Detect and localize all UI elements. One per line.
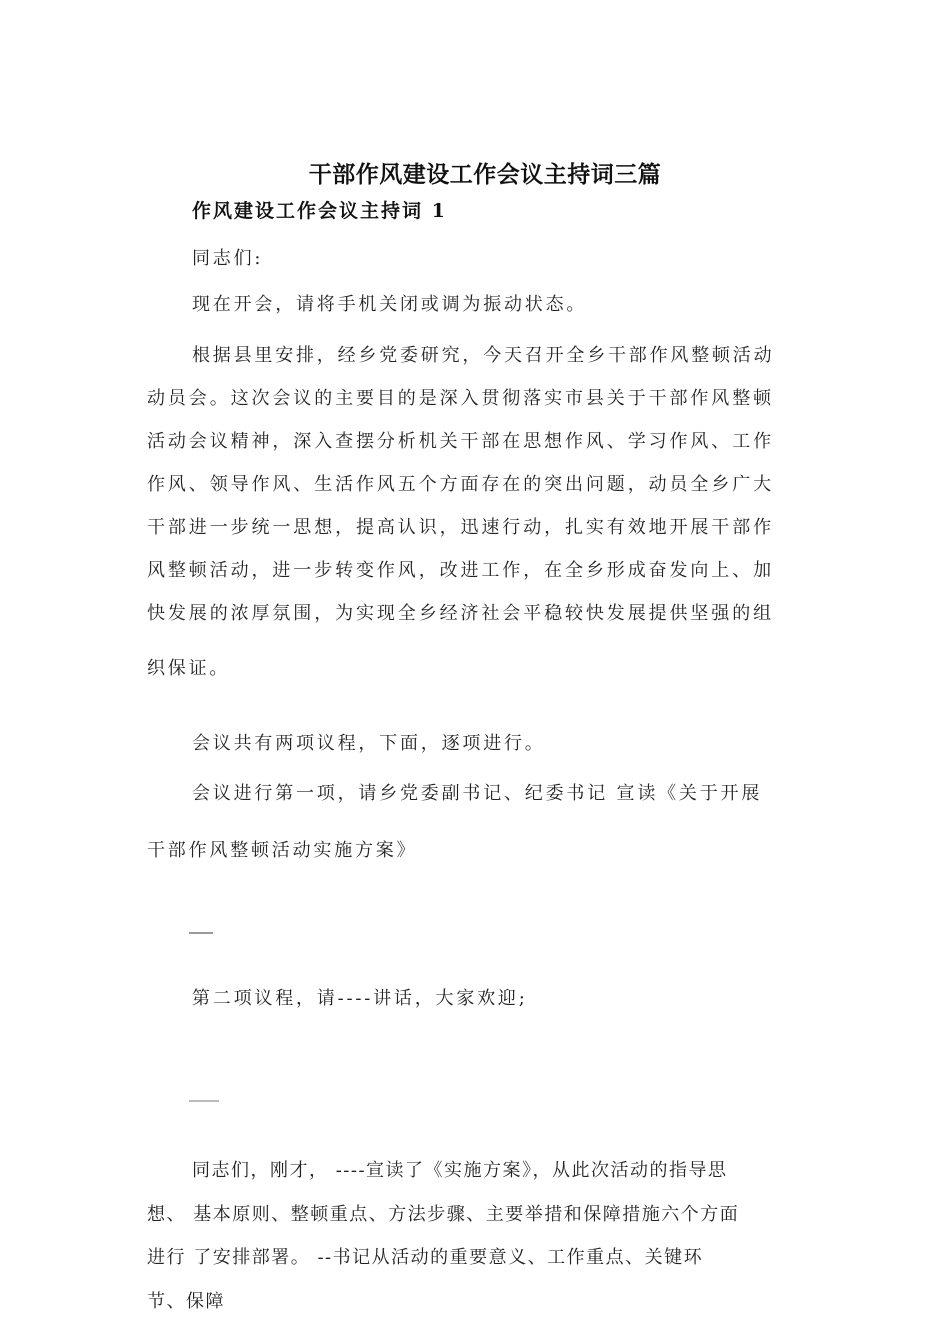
paragraph-line: 干部进一步统一思想，提高认识，迅速行动，扎实有效地开展干部作 xyxy=(147,517,774,538)
agenda-intro: 会议共有两项议程，下面，逐项进行。 xyxy=(192,733,546,754)
paragraph-line: 作风、领导作风、生活作风五个方面存在的突出问题，动员全乡广大 xyxy=(147,474,774,495)
agenda-item-2: 第二项议程，请----讲话，大家欢迎; xyxy=(192,988,528,1009)
closing-line: 进行 了安排部署。 --书记从活动的重要意义、工作重点、关键环 xyxy=(147,1247,704,1268)
paragraph-line: 织保证。 xyxy=(147,658,231,679)
paragraph-line: 风整顿活动，进一步转变作风，改进工作，在全乡形成奋发向上、加 xyxy=(147,560,774,581)
paragraph-line: 根据县里安排，经乡党委研究，今天召开全乡干部作风整顿活动 xyxy=(192,345,775,366)
paragraph-line: 快发展的浓厚氛围，为实现全乡经济社会平稳较快发展提供坚强的组 xyxy=(147,603,774,624)
document-title: 干部作风建设工作会议主持词三篇 xyxy=(308,162,662,188)
scan-artifact xyxy=(189,932,213,934)
section-subtitle: 作风建设工作会议主持词 1 xyxy=(192,200,447,222)
closing-line: 同志们，刚才， ----宣读了《实施方案》，从此次活动的指导思 xyxy=(192,1160,728,1181)
paragraph-line: 活动会议精神，深入查摆分析机关干部在思想作风、学习作风、工作 xyxy=(147,431,774,452)
closing-line: 想、 基本原则、整顿重点、方法步骤、主要举措和保障措施六个方面 xyxy=(147,1204,740,1225)
scan-artifact xyxy=(189,1100,219,1102)
opening-line: 现在开会，请将手机关闭或调为振动状态。 xyxy=(192,294,588,315)
closing-line: 节、保障 xyxy=(147,1291,225,1312)
agenda-item-1-line: 干部作风整顿活动实施方案》 xyxy=(147,840,418,861)
salutation: 同志们: xyxy=(192,248,264,269)
agenda-item-1-line: 会议进行第一项，请乡党委副书记、纪委书记 宣读《关于开展 xyxy=(192,783,763,804)
paragraph-line: 动员会。这次会议的主要目的是深入贯彻落实市县关于干部作风整顿 xyxy=(147,388,774,409)
